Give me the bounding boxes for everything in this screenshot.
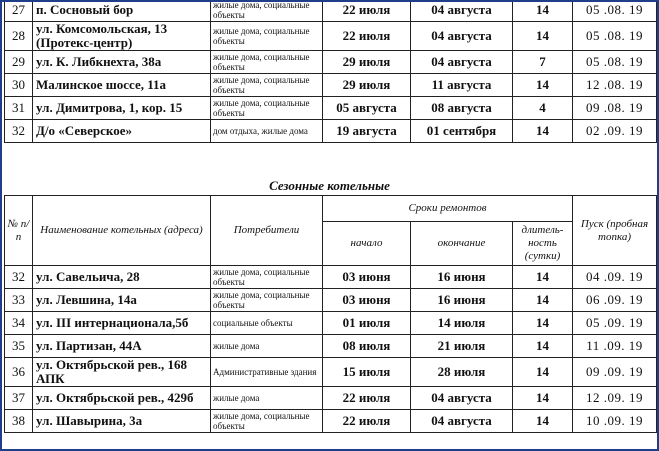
table-row <box>5 120 657 143</box>
header-consumers: Потребители <box>211 196 323 266</box>
repair-end: 04 августа <box>411 410 513 433</box>
repair-end: 04 августа <box>411 0 513 22</box>
table-row <box>5 358 657 387</box>
duration-days: 14 <box>513 335 573 358</box>
header-name: Наименование котельных (адреса) <box>33 196 211 266</box>
row-number: 32 <box>5 120 33 143</box>
header-end: окончание <box>411 222 513 266</box>
launch-date: 09 .08. 19 <box>573 97 657 120</box>
repair-start: 03 июня <box>323 266 411 289</box>
duration-days: 4 <box>513 97 573 120</box>
table-row <box>5 51 657 74</box>
section-title: Сезонные котельные <box>269 178 390 193</box>
consumers: жилые дома, социальные объекты <box>211 410 323 433</box>
consumers: жилые дома, социальные объекты <box>211 22 323 51</box>
repair-start: 05 августа <box>323 97 411 120</box>
duration-days: 14 <box>513 387 573 410</box>
table-row <box>5 312 657 335</box>
row-number: 33 <box>5 289 33 312</box>
duration-days: 14 <box>513 289 573 312</box>
boiler-name: ул. Шавырина, 3а <box>33 410 211 433</box>
row-number: 34 <box>5 312 33 335</box>
header-start: начало <box>323 222 411 266</box>
repair-start: 22 июля <box>323 22 411 51</box>
repair-start: 15 июля <box>323 358 411 387</box>
row-number: 27 <box>5 0 33 22</box>
header-launch: Пуск (пробная топка) <box>573 196 657 266</box>
duration-days: 14 <box>513 358 573 387</box>
consumers: жилые дома, социальные объекты <box>211 289 323 312</box>
boiler-name: Д/о «Северское» <box>33 120 211 143</box>
consumers: дом отдыха, жилые дома <box>211 120 323 143</box>
boiler-name: Малинское шоссе, 11а <box>33 74 211 97</box>
duration-days: 14 <box>513 0 573 22</box>
consumers: жилые дома, социальные объекты <box>211 266 323 289</box>
row-number: 38 <box>5 410 33 433</box>
header-duration: длитель-ность (сутки) <box>513 222 573 266</box>
duration-days: 14 <box>513 74 573 97</box>
repair-end: 16 июня <box>411 266 513 289</box>
row-number: 32 <box>5 266 33 289</box>
consumers: социальные объекты <box>211 312 323 335</box>
repair-start: 03 июня <box>323 289 411 312</box>
boiler-table-top <box>4 0 657 143</box>
repair-start: 29 июля <box>323 51 411 74</box>
launch-date: 04 .09. 19 <box>573 266 657 289</box>
table-row <box>5 387 657 410</box>
launch-date: 05 .08. 19 <box>573 51 657 74</box>
boiler-name: ул. Комсомольская, 13 (Протекс-центр) <box>33 22 211 51</box>
duration-days: 14 <box>513 312 573 335</box>
boiler-name: ул. Октябрьской рев., 168 АПК <box>33 358 211 387</box>
launch-date: 10 .09. 19 <box>573 410 657 433</box>
launch-date: 12 .08. 19 <box>573 74 657 97</box>
header-no: № п/п <box>5 196 33 266</box>
repair-end: 04 августа <box>411 51 513 74</box>
repair-end: 28 июля <box>411 358 513 387</box>
table-row <box>5 74 657 97</box>
repair-start: 22 июля <box>323 387 411 410</box>
launch-date: 06 .09. 19 <box>573 289 657 312</box>
table-row <box>5 22 657 51</box>
repair-start: 22 июля <box>323 410 411 433</box>
repair-end: 16 июня <box>411 289 513 312</box>
table-row <box>5 97 657 120</box>
row-number: 31 <box>5 97 33 120</box>
boiler-name: ул. Партизан, 44А <box>33 335 211 358</box>
duration-days: 14 <box>513 120 573 143</box>
consumers: жилые дома, социальные объекты <box>211 0 323 22</box>
row-number: 35 <box>5 335 33 358</box>
row-number: 37 <box>5 387 33 410</box>
header-repair-period: Сроки ремонтов <box>323 196 573 222</box>
launch-date: 02 .09. 19 <box>573 120 657 143</box>
launch-date: 09 .09. 19 <box>573 358 657 387</box>
repair-end: 01 сентября <box>411 120 513 143</box>
boiler-name: ул. Октябрьской рев., 429б <box>33 387 211 410</box>
repair-end: 11 августа <box>411 74 513 97</box>
table-row <box>5 335 657 358</box>
launch-date: 05 .08. 19 <box>573 22 657 51</box>
repair-end: 04 августа <box>411 22 513 51</box>
table-row <box>5 289 657 312</box>
row-number: 36 <box>5 358 33 387</box>
boiler-name: ул. К. Либкнехта, 38а <box>33 51 211 74</box>
launch-date: 05 .09. 19 <box>573 312 657 335</box>
boiler-name: ул. III интернационала,5б <box>33 312 211 335</box>
boiler-name: ул. Левшина, 14а <box>33 289 211 312</box>
consumers: жилые дома, социальные объекты <box>211 51 323 74</box>
consumers: Административные здания <box>211 358 323 387</box>
repair-start: 29 июля <box>323 74 411 97</box>
row-number: 28 <box>5 22 33 51</box>
table-row <box>5 0 657 22</box>
row-number: 30 <box>5 74 33 97</box>
launch-date: 05 .08. 19 <box>573 0 657 22</box>
launch-date: 12 .09. 19 <box>573 387 657 410</box>
duration-days: 14 <box>513 410 573 433</box>
consumers: жилые дома <box>211 335 323 358</box>
repair-start: 19 августа <box>323 120 411 143</box>
consumers: жилые дома <box>211 387 323 410</box>
table-row <box>5 266 657 289</box>
repair-start: 01 июля <box>323 312 411 335</box>
repair-end: 14 июля <box>411 312 513 335</box>
consumers: жилые дома, социальные объекты <box>211 74 323 97</box>
boiler-name: ул. Савельича, 28 <box>33 266 211 289</box>
duration-days: 14 <box>513 266 573 289</box>
launch-date: 11 .09. 19 <box>573 335 657 358</box>
repair-end: 21 июля <box>411 335 513 358</box>
repair-start: 08 июля <box>323 335 411 358</box>
boiler-name: п. Сосновый бор <box>33 0 211 22</box>
table-row <box>5 410 657 433</box>
row-number: 29 <box>5 51 33 74</box>
repair-end: 04 августа <box>411 387 513 410</box>
duration-days: 7 <box>513 51 573 74</box>
boiler-name: ул. Димитрова, 1, кор. 15 <box>33 97 211 120</box>
repair-start: 22 июля <box>323 0 411 22</box>
consumers: жилые дома, социальные объекты <box>211 97 323 120</box>
boiler-table-seasonal <box>4 195 657 433</box>
duration-days: 14 <box>513 22 573 51</box>
repair-end: 08 августа <box>411 97 513 120</box>
